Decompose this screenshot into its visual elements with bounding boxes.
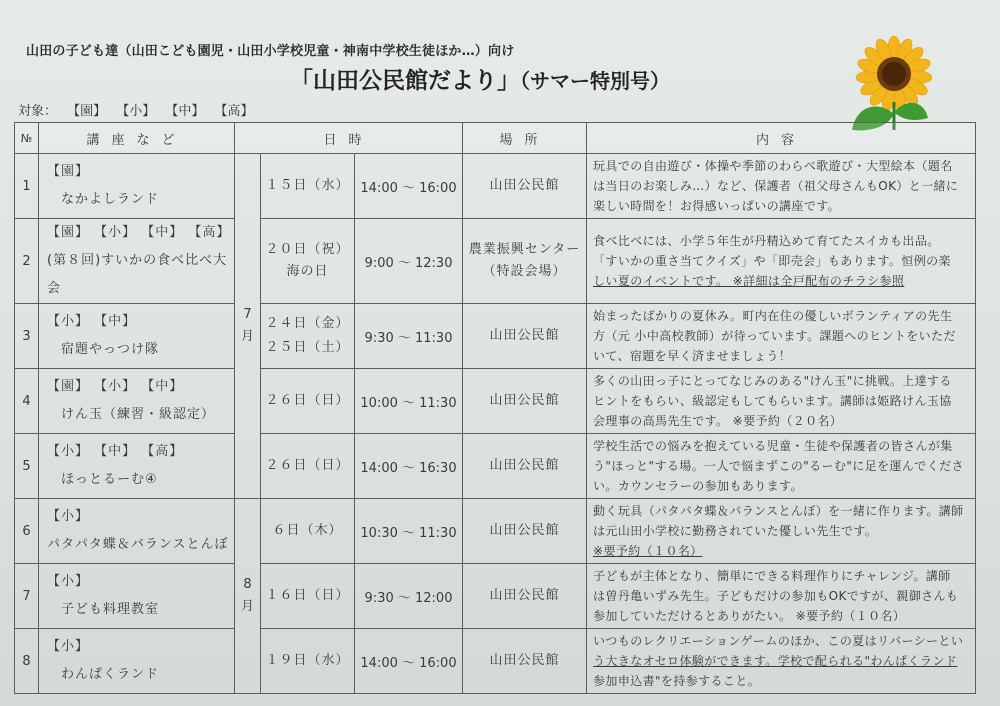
content-cell — [587, 564, 976, 629]
time-cell: 14:00 ～ 16:30 — [355, 434, 463, 499]
schedule-table — [14, 122, 976, 694]
course-tags: 【園】 【小】 【中】 — [47, 379, 184, 394]
day-cell — [261, 154, 355, 219]
course-name: パタパタ蝶＆バランスとんぼ — [47, 537, 229, 552]
content-line: 学校生活での悩みを抱えている児童・生徒や保護者の皆さんが集 — [593, 439, 953, 453]
content-cell — [587, 499, 976, 564]
course-cell — [39, 219, 235, 304]
target-line — [18, 100, 254, 119]
place-cell — [463, 219, 587, 304]
content-line: 「すいかの重さ当てクイズ」や「即売会」もあります。恒例の楽 — [593, 254, 951, 268]
time-cell: 9:00 ～ 12:30 — [355, 219, 463, 304]
table-row — [15, 499, 976, 564]
content-line: ヒントをもらい、級認定もしてもらいます。講師は姫路けん玉協 — [593, 394, 952, 408]
month-number: 8 — [243, 577, 252, 592]
row-no: 2 — [15, 219, 39, 304]
content-line: いつものレクリエーションゲームのほか、この夏はリバーシーとい — [593, 634, 964, 648]
target-label: 対象： — [18, 104, 58, 119]
content-line: 子どもが主体となり、簡単にできる料理作りにチャレンジ。講師 — [593, 569, 951, 583]
place-cell — [463, 434, 587, 499]
time-cell: 9:30 ～ 11:30 — [355, 304, 463, 369]
place-cell — [463, 154, 587, 219]
content-cell — [587, 434, 976, 499]
day-cell — [261, 499, 355, 564]
header-place: 場所 — [463, 123, 587, 154]
content-line: 始まったばかりの夏休み。町内在住の優しいボランティアの先生 — [593, 309, 953, 323]
month-august — [235, 499, 261, 694]
place-cell — [463, 499, 587, 564]
page-title — [290, 62, 670, 95]
month-july — [235, 154, 261, 499]
content-line: 参加していただけるとありがたい。 ※要予約（１０名） — [593, 609, 906, 623]
table-row — [15, 564, 976, 629]
row-no: 1 — [15, 154, 39, 219]
course-cell — [39, 564, 235, 629]
day-text: ６日（木） — [272, 523, 343, 538]
content-cell — [587, 154, 976, 219]
month-kanji: 月 — [240, 599, 254, 614]
content-line: 多くの山田っ子にとってなじみのある"けん玉"に挑戦。上達する — [593, 374, 952, 388]
course-name: 子ども料理教室 — [61, 602, 160, 617]
content-line: う"ほっと"する場。一人で悩まずこの"るーむ"に足を運んでくださ — [593, 459, 964, 473]
day-text: １５日（水） — [265, 178, 350, 193]
place-text: 農業振興センター — [468, 242, 581, 257]
content-line: 食べ比べには、小学５年生が丹精込めて育てたスイカも出品。 — [593, 234, 940, 248]
table-row — [15, 369, 976, 434]
content-line: いて、宿題を早く済ませましょう！ — [593, 349, 792, 363]
month-kanji: 月 — [240, 329, 254, 344]
content-line: 会理事の高馬先生です。 ※要予約（２０名） — [593, 414, 843, 428]
content-line: しい夏のイベントです。 ※詳細は全戸配布のチラシ参照 — [593, 274, 905, 288]
day-cell — [261, 304, 355, 369]
day-cell — [261, 369, 355, 434]
content-line: う大きなオセロ体験ができます。学校で配られる"わんぱくランド — [593, 654, 958, 668]
content-line: 参加申込書"を持参すること。 — [593, 674, 761, 688]
month-number: 7 — [243, 307, 252, 322]
course-tags: 【小】 — [47, 639, 90, 654]
row-no: 5 — [15, 434, 39, 499]
course-tags: 【小】 【中】 【高】 — [47, 444, 184, 459]
day-text: １９日（水） — [265, 653, 350, 668]
row-no: 7 — [15, 564, 39, 629]
content-cell — [587, 219, 976, 304]
course-cell — [39, 369, 235, 434]
place-text: 山田公民館 — [489, 458, 560, 473]
place-cell — [463, 369, 587, 434]
content-line: 楽しい時間を！お得感いっぱいの講座です。 — [593, 199, 841, 213]
course-cell — [39, 154, 235, 219]
course-name: けん玉（練習・級認定） — [61, 407, 216, 422]
table-row — [15, 154, 976, 219]
title-sub: （サマー特別号） — [520, 69, 670, 93]
course-name: ほっとるーむ④ — [61, 472, 158, 487]
course-tags: 【園】 【小】 【中】 【高】 — [47, 225, 231, 240]
row-no: 8 — [15, 629, 39, 694]
day-cell — [261, 564, 355, 629]
content-line: 方（元 小中高校教師）が待っています。課題へのヒントをいただ — [593, 329, 956, 343]
holiday-text: 海の日 — [286, 264, 329, 279]
day-cell — [261, 434, 355, 499]
content-cell — [587, 304, 976, 369]
course-name: わんぱくランド — [61, 667, 160, 682]
header-course: 講座など — [39, 123, 235, 154]
content-line: い。カウンセラーの参加もあります。 — [593, 479, 803, 493]
day-text: ２６日（日） — [265, 393, 350, 408]
header-content: 内容 — [587, 123, 976, 154]
content-line: ※要予約（１０名） — [593, 544, 703, 558]
row-no: 4 — [15, 369, 39, 434]
title-main: 「山田公民館だより」 — [290, 68, 520, 94]
table-row — [15, 219, 976, 304]
place-text: 山田公民館 — [489, 653, 560, 668]
course-tags: 【小】 — [47, 509, 90, 524]
place-cell — [463, 564, 587, 629]
time-cell: 14:00 ～ 16:00 — [355, 154, 463, 219]
day-text: ２０日（祝） — [265, 242, 350, 257]
course-tags: 【小】 【中】 — [47, 314, 137, 329]
course-cell — [39, 434, 235, 499]
target-tags: 【園】 【小】 【中】 【高】 — [67, 104, 254, 119]
day-cell — [261, 219, 355, 304]
time-cell: 14:00 ～ 16:00 — [355, 629, 463, 694]
day-text: １６日（日） — [265, 588, 350, 603]
row-no: 3 — [15, 304, 39, 369]
header-no: № — [15, 123, 39, 154]
course-name: 宿題やっつけ隊 — [61, 342, 160, 357]
table-row — [15, 434, 976, 499]
content-line: は元山田小学校に勤務されていた優しい先生です。 — [593, 524, 878, 538]
content-line: 動く玩具（パタパタ蝶＆バランスとんぼ）を一緒に作ります。講師 — [593, 504, 964, 518]
course-cell — [39, 629, 235, 694]
place-text: 山田公民館 — [489, 588, 560, 603]
course-name: (第８回)すいかの食べ比べ大会 — [47, 253, 228, 296]
place-cell — [463, 629, 587, 694]
place-text: 山田公民館 — [489, 523, 560, 538]
table-row — [15, 629, 976, 694]
place-subtext: （特設会場） — [482, 264, 567, 279]
course-cell — [39, 499, 235, 564]
row-no: 6 — [15, 499, 39, 564]
table-row — [15, 304, 976, 369]
place-text: 山田公民館 — [489, 393, 560, 408]
content-line: 玩具での自由遊び・体操や季節のわらべ歌遊び・大型絵本（題名 — [593, 159, 953, 173]
time-cell: 9:30 ～ 12:00 — [355, 564, 463, 629]
audience-line: 山田の子ども達（山田こども園児・山田小学校児童・神南中学校生徒ほか…）向け — [26, 44, 515, 59]
time-cell: 10:30 ～ 11:30 — [355, 499, 463, 564]
day-text: ２５日（土） — [265, 340, 350, 355]
time-cell: 10:00 ～ 11:30 — [355, 369, 463, 434]
course-tags: 【園】 — [47, 164, 90, 179]
day-text: ２６日（日） — [265, 458, 350, 473]
content-line: は当日のお楽しみ…）など、保護者（祖父母さんもOK）と一緒に — [593, 179, 959, 193]
course-tags: 【小】 — [47, 574, 90, 589]
content-line: は曽丹亀いずみ先生。子どもだけの参加もOKですが、親御さんも — [593, 589, 959, 603]
header-datetime: 日時 — [235, 123, 463, 154]
course-name: なかよしランド — [61, 192, 160, 207]
content-cell — [587, 369, 976, 434]
day-cell — [261, 629, 355, 694]
place-text: 山田公民館 — [489, 178, 560, 193]
day-text: ２４日（金） — [265, 316, 350, 331]
course-cell — [39, 304, 235, 369]
place-text: 山田公民館 — [489, 328, 560, 343]
place-cell — [463, 304, 587, 369]
table-header-row — [15, 123, 976, 154]
content-cell — [587, 629, 976, 694]
